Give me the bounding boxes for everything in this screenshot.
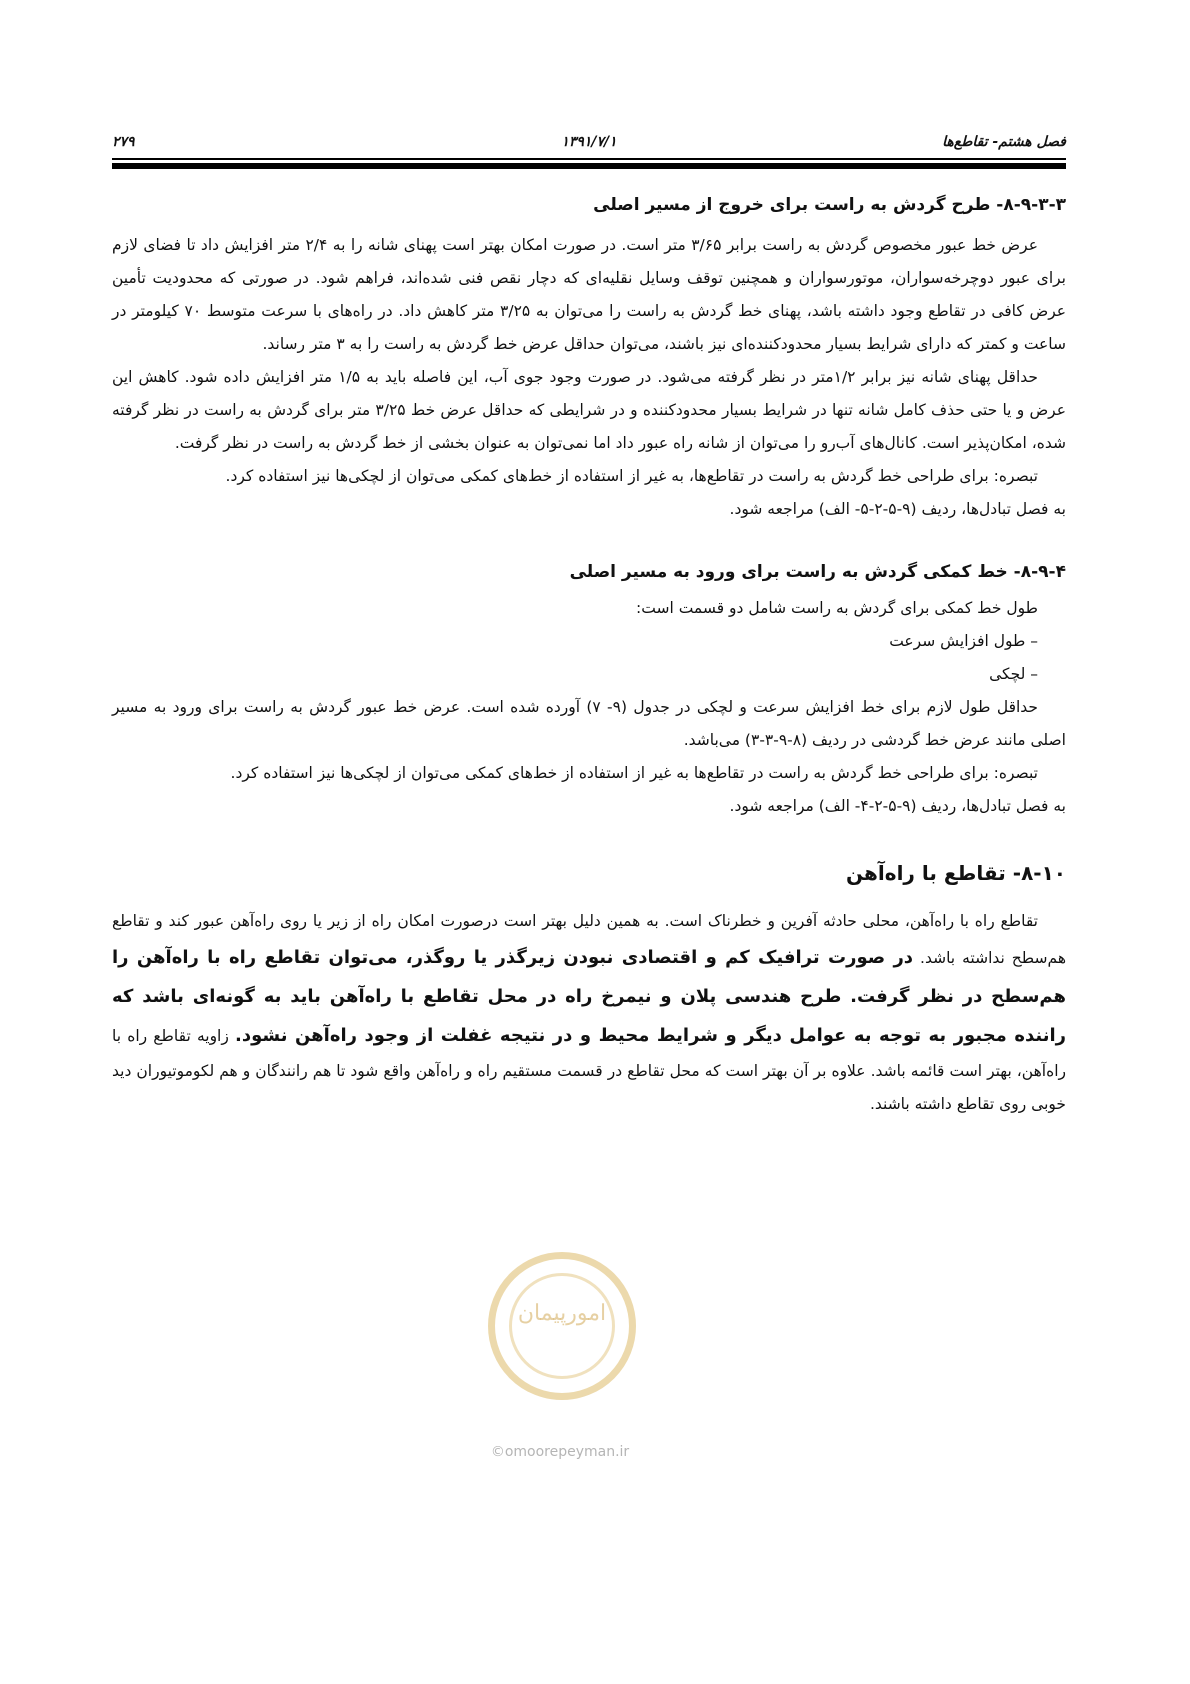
paragraph-text: تقاطع راه با راه‌آهن، محلی حادثه آفرین و خطرناک است. به همین دلیل بهتر است درصورت امکان راه از زیر یا روی راه‌آهن عبور کند و تقاطع هم‌سطح نداشته باشد. (112, 912, 1066, 967)
note-line: تبصره: برای طراحی خط گردش به راست در تقاطع‌ها، به غیر از استفاده از خط‌های کمکی می‌توان از لچکی‌ها نیز استفاده کرد. (225, 467, 1038, 485)
header-rule-thick (112, 163, 1066, 169)
chapter-title: فصل هشتم- تقاطع‌ها (942, 134, 1066, 150)
paragraph: عرض خط عبور مخصوص گردش به راست برابر ۳/۶۵ متر است. در صورت امکان بهتر است پهنای شانه را به ۲/۴ متر افزایش داد تا فضای لازم برای عبور دوچرخه‌سواران، موتورسواران و همچنین توقف وسایل نقلیه‌ای که دچار نقص فنی شده‌اند، فراهم شود. در صورتی که محدودیت تأمین عرض کافی در تقاطع وجود داشته باشد، پهنای خط گردش به راست را می‌توان به ۳/۲۵ متر کاهش داد. در راه‌های با سرعت متوسط ۷۰ کیلومتر در ساعت و کمتر که دارای شرایط بسیار محدودکننده‌ای نیز باشند، می‌توان حداقل عرض خط گردش به راست را به ۳ متر رساند. (112, 236, 1067, 353)
watermark-seal (488, 1252, 636, 1400)
header-rule-thin (112, 158, 1066, 160)
note-line: به فصل تبادل‌ها، ردیف (۹-۵-۲-۵- الف) مراجعه شود. (729, 500, 1066, 518)
watermark-inner-ring (509, 1273, 615, 1379)
header-date: ۱۳۹۱/۷/۱ (561, 134, 617, 150)
paragraph: حداقل طول لازم برای خط افزایش سرعت و لچکی در جدول (۹- ۷) آورده شده است. عرض خط عبور گردش به راست برای ورود به مسیر اصلی مانند عرض خط گردشی در ردیف (۸-۹-۳-۳) می‌باشد. (112, 698, 1066, 749)
page-content (112, 187, 1066, 1121)
note-line: به فصل تبادل‌ها، ردیف (۹-۵-۲-۴- الف) مراجعه شود. (729, 797, 1066, 815)
paragraph: حداقل پهنای شانه نیز برابر ۱/۲متر در نظر گرفته می‌شود. در صورت وجود جوی آب، این فاصله باید به ۱/۵ متر افزایش داده شود. کاهش این عرض و یا حتی حذف کامل شانه تنها در شرایط بسیار محدودکننده و در شرایطی که حداقل عرض خط ۳/۲۵ متر برای گردش به راست در نظر گرفته شده، امکان‌پذیر است. کانال‌های آب‌رو را می‌توان از شانه راه عبور داد اما نمی‌توان به عنوان بخشی از خط گردش به راست در نظر گرفت. (112, 368, 1066, 452)
watermark-text: امورپیمان (517, 1301, 607, 1326)
section-heading-right-turn-exit: ۸-۹-۳-۳- طرح گردش به راست برای خروج از مسیر اصلی (593, 195, 1066, 215)
page-header (112, 128, 1066, 158)
note-line: تبصره: برای طراحی خط گردش به راست در تقاطع‌ها به غیر از استفاده از خط‌های کمکی می‌توان از لچکی‌ها نیز استفاده کرد. (230, 764, 1038, 782)
list-item: – لچکی (989, 665, 1038, 683)
paragraph-text: زاویه تقاطع راه با راه‌آهن، بهتر است قائمه باشد. علاوه بر آن بهتر است که محل تقاطع در قسمت مستقیم راه و راه‌آهن واقع شود تا هم رانندگان و هم لکوموتیوران دید خوبی روی تقاطع داشته باشند. (112, 1027, 1066, 1113)
section-heading-railway-crossing: ۸-۱۰- تقاطع با راه‌آهن (846, 861, 1066, 885)
emphasized-text: در صورت ترافیک کم و اقتصادی نبودن زیرگذر یا روگذر، می‌توان تقاطع راه با راه‌آهن را هم‌سطح در نظر گرفت. طرح هندسی پلان و نیمرخ راه در محل تقاطع با راه‌آهن باید به گونه‌ای باشد که راننده مجبور به توجه به عوامل دیگر و شرایط محیط و در نتیجه غفلت از وجود راه‌آهن نشود. (112, 947, 1066, 1046)
paragraph (112, 905, 1066, 1121)
copyright-icon: © (490, 1444, 505, 1460)
page-number: ۲۷۹ (112, 134, 135, 150)
watermark-url (0, 1444, 1120, 1460)
watermark-url-text: omoorepeyman.ir (504, 1444, 630, 1460)
paragraph: طول خط کمکی برای گردش به راست شامل دو قسمت است: (636, 599, 1038, 617)
list-item: – طول افزایش سرعت (889, 632, 1038, 650)
section-heading-right-turn-entry: ۸-۹-۴- خط کمکی گردش به راست برای ورود به مسیر اصلی (569, 562, 1066, 582)
